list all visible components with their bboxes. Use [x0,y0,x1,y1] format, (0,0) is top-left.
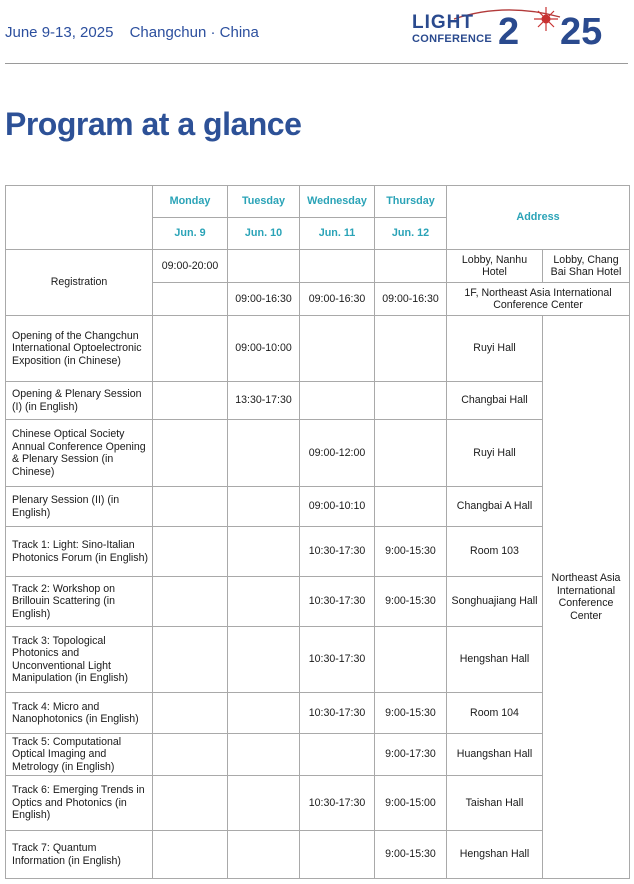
table-row [6,420,630,487]
date-jun-10: Jun. 10 [228,218,300,250]
time-mon [153,734,228,776]
time-mon [153,627,228,693]
logo-star-icon [534,7,558,31]
time-tue [228,776,300,831]
room-name: Huangshan Hall [447,734,543,776]
address-header: Address [447,186,630,250]
event-name: Opening of the Changchun International Optoelectronic Exposition (in Chinese) [6,316,153,382]
registration-address-nanhu: Lobby, Nanhu Hotel [447,250,543,283]
time-thu: 9:00-15:30 [375,577,447,627]
event-name: Track 4: Micro and Nanophotonics (in English) [6,693,153,734]
registration-tue: 09:00-16:30 [228,283,300,316]
event-name: Track 6: Emerging Trends in Optics and Photonics (in English) [6,776,153,831]
light-conference-2025-logo [410,6,632,48]
room-name: Ruyi Hall [447,420,543,487]
event-name: Track 5: Computational Optical Imaging and Metrology (in English) [6,734,153,776]
room-name: Hengshan Hall [447,831,543,879]
time-tue [228,487,300,527]
time-mon [153,316,228,382]
table-row [6,577,630,627]
time-tue [228,627,300,693]
event-name: Plenary Session (II) (in English) [6,487,153,527]
header-date-location [5,24,271,41]
time-thu [375,487,447,527]
time-thu: 9:00-15:30 [375,527,447,577]
time-wed [300,382,375,420]
empty-cell [228,250,300,283]
room-name: Room 103 [447,527,543,577]
table-row [6,627,630,693]
time-thu [375,382,447,420]
empty-cell [300,250,375,283]
logo-light-text: LIGHT [412,12,474,33]
table-row [6,776,630,831]
time-thu: 9:00-15:00 [375,776,447,831]
empty-cell [153,283,228,316]
date-jun-12: Jun. 12 [375,218,447,250]
event-name: Track 3: Topological Photonics and Unconventional Light Manipulation (in English) [6,627,153,693]
day-wednesday: Wednesday [300,186,375,218]
time-wed: 10:30-17:30 [300,627,375,693]
event-name: Track 2: Workshop on Brillouin Scattering (in English) [6,577,153,627]
time-mon [153,487,228,527]
time-wed: 10:30-17:30 [300,693,375,734]
conference-dates: June 9-13, 2025 [5,24,114,41]
table-row [6,527,630,577]
time-thu [375,420,447,487]
time-wed [300,316,375,382]
time-wed [300,831,375,879]
logo-year-left: 2 [498,11,520,48]
registration-mon: 09:00-20:00 [153,250,228,283]
time-thu: 9:00-15:30 [375,831,447,879]
time-tue [228,527,300,577]
event-name: Track 7: Quantum Information (in English) [6,831,153,879]
table-row [6,831,630,879]
empty-cell [375,250,447,283]
room-name: Room 104 [447,693,543,734]
time-wed: 10:30-17:30 [300,527,375,577]
conference-location: Changchun · China [129,24,259,41]
room-name: Ruyi Hall [447,316,543,382]
event-name: Chinese Optical Society Annual Conference Opening & Plenary Session (in Chinese) [6,420,153,487]
room-name: Taishan Hall [447,776,543,831]
time-wed: 10:30-17:30 [300,776,375,831]
time-mon [153,693,228,734]
time-wed: 09:00-12:00 [300,420,375,487]
program-table [5,185,630,879]
registration-thu: 09:00-16:30 [375,283,447,316]
page-title: Program at a glance [5,106,302,142]
time-mon [153,382,228,420]
event-name: Track 1: Light: Sino-Italian Photonics Forum (in English) [6,527,153,577]
registration-address-changbaishan: Lobby, Chang Bai Shan Hotel [543,250,630,283]
registration-wed: 09:00-16:30 [300,283,375,316]
date-jun-11: Jun. 11 [300,218,375,250]
table-row [6,734,630,776]
room-name: Songhuajiang Hall [447,577,543,627]
time-mon [153,577,228,627]
time-mon [153,831,228,879]
day-tuesday: Tuesday [228,186,300,218]
time-wed [300,734,375,776]
day-thursday: Thursday [375,186,447,218]
time-mon [153,420,228,487]
table-row [6,382,630,420]
time-mon [153,776,228,831]
header-divider [5,63,628,64]
table-row [6,487,630,527]
time-wed: 10:30-17:30 [300,577,375,627]
time-thu: 9:00-15:30 [375,693,447,734]
date-jun-9: Jun. 9 [153,218,228,250]
time-tue [228,693,300,734]
table-row [6,316,630,382]
time-thu [375,316,447,382]
time-tue [228,734,300,776]
table-row [6,250,630,283]
room-name: Hengshan Hall [447,627,543,693]
registration-address-center: 1F, Northeast Asia International Conference Center [447,283,630,316]
venue-name: Northeast Asia International Conference Center [543,316,630,879]
day-monday: Monday [153,186,228,218]
time-mon [153,527,228,577]
time-tue [228,420,300,487]
time-tue [228,577,300,627]
logo-year-right: 25 [560,11,603,48]
time-thu [375,627,447,693]
event-name: Opening & Plenary Session (I) (in English) [6,382,153,420]
room-name: Changbai A Hall [447,487,543,527]
room-name: Changbai Hall [447,382,543,420]
table-row [6,693,630,734]
registration-label: Registration [6,250,153,316]
time-thu: 9:00-17:30 [375,734,447,776]
time-tue: 13:30-17:30 [228,382,300,420]
time-tue: 09:00-10:00 [228,316,300,382]
logo-conference-text: CONFERENCE [412,33,493,45]
header-empty-cell [6,186,153,250]
time-tue [228,831,300,879]
time-wed: 09:00-10:10 [300,487,375,527]
